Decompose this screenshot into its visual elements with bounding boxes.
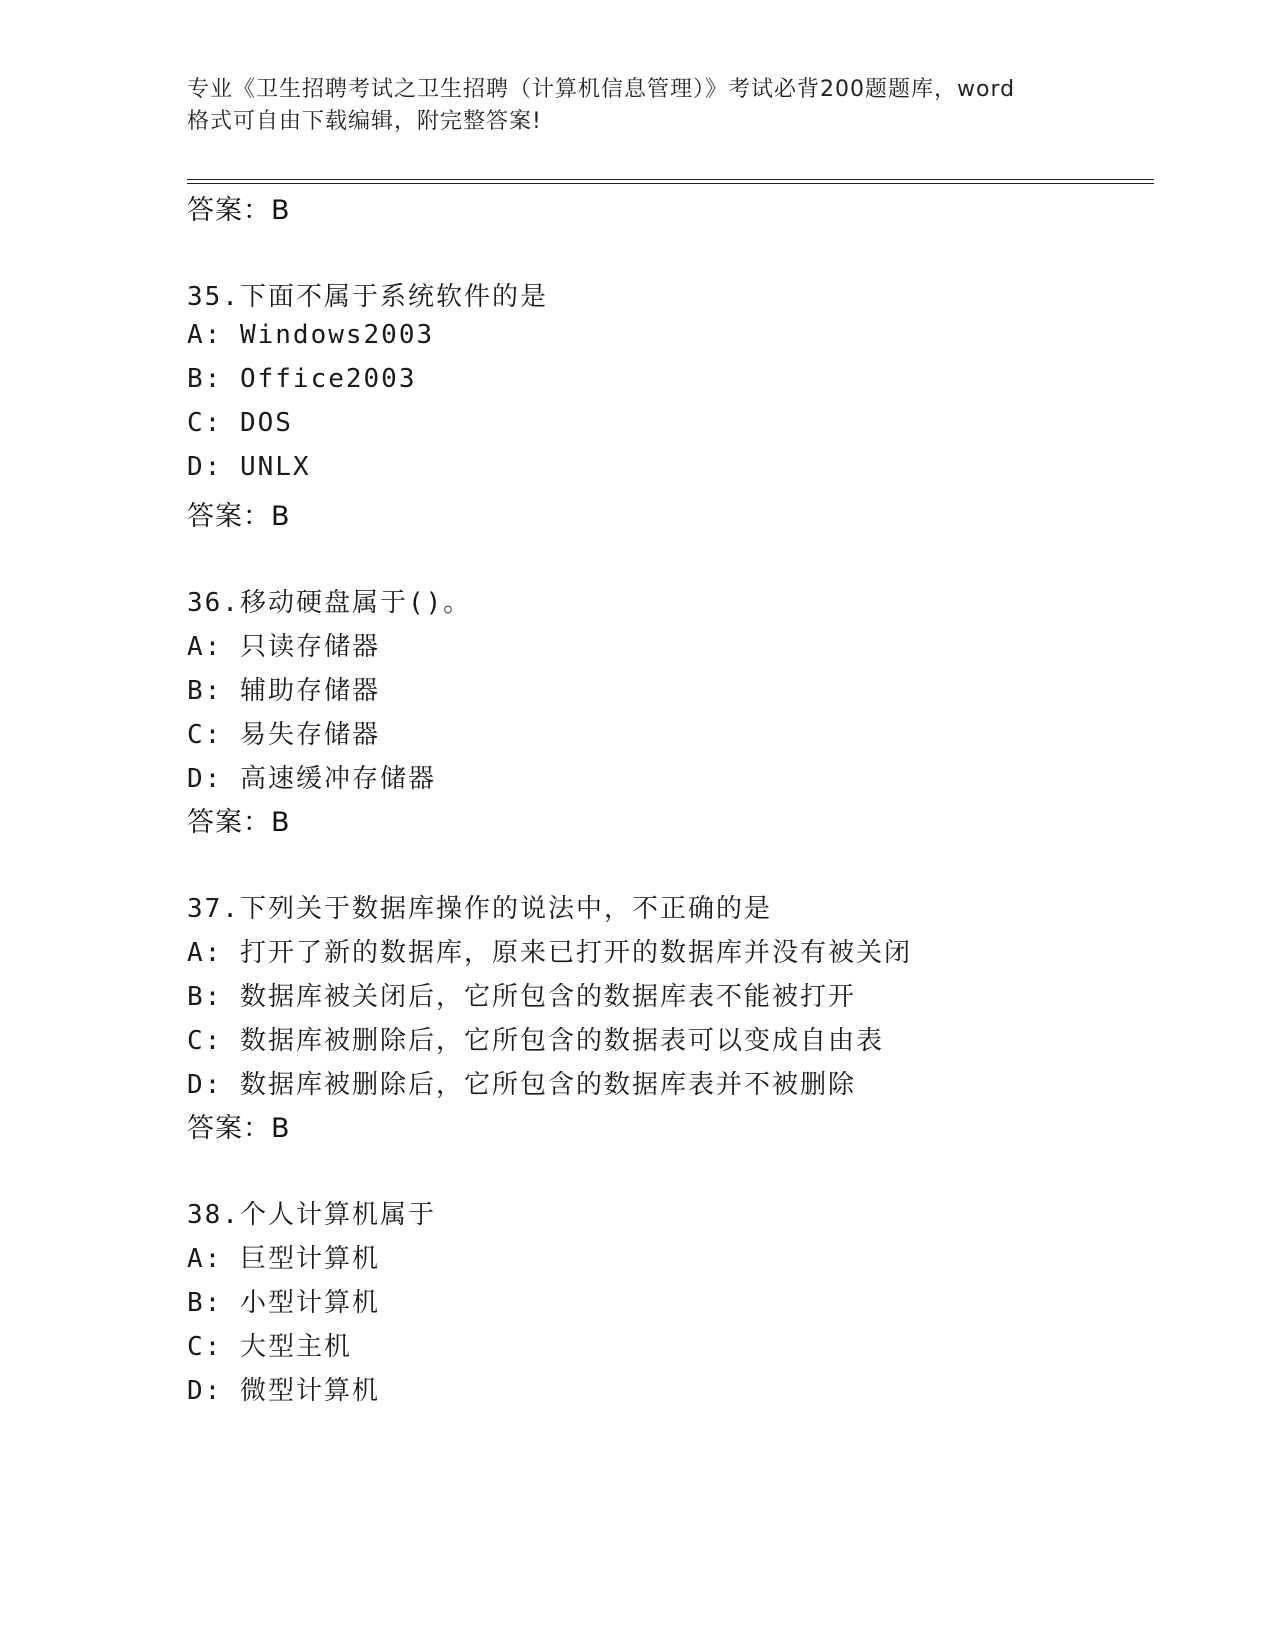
question-38-option-d: D: 微型计算机 (187, 1376, 380, 1406)
question-37-stem: 37.下列关于数据库操作的说法中，不正确的是 (187, 894, 772, 924)
question-36-option-a: A: 只读存储器 (187, 632, 380, 662)
question-36-stem: 36.移动硬盘属于()。 (187, 588, 472, 618)
header-divider-thick (187, 183, 1154, 184)
question-35-answer: 答案：B (187, 501, 291, 532)
question-35-option-b: B: Office2003 (187, 364, 417, 394)
question-37-option-d: D: 数据库被删除后，它所包含的数据库表并不被删除 (187, 1070, 856, 1100)
question-38-option-b: B: 小型计算机 (187, 1288, 380, 1318)
question-35-option-d: D: UNLX (187, 452, 311, 482)
document-header (187, 74, 1087, 138)
question-37-option-b: B: 数据库被关闭后，它所包含的数据库表不能被打开 (187, 982, 856, 1012)
question-37-option-c: C: 数据库被删除后，它所包含的数据表可以变成自由表 (187, 1026, 884, 1056)
question-35-option-a: A: Windows2003 (187, 320, 435, 350)
previous-answer: 答案：B (187, 195, 291, 226)
question-35-option-c: C: DOS (187, 408, 293, 438)
question-36-option-b: B: 辅助存储器 (187, 676, 380, 706)
question-36-answer: 答案：B (187, 807, 291, 838)
header-line-1: 专业《卫生招聘考试之卫生招聘（计算机信息管理）》考试必背200题题库，word (187, 77, 1016, 102)
question-38-option-c: C: 大型主机 (187, 1332, 352, 1362)
header-line-2: 格式可自由下载编辑，附完整答案! (187, 109, 542, 134)
header-divider-thin (187, 179, 1154, 180)
question-38-option-a: A: 巨型计算机 (187, 1244, 380, 1274)
question-35-stem: 35.下面不属于系统软件的是 (187, 282, 548, 312)
question-37-option-a: A: 打开了新的数据库，原来已打开的数据库并没有被关闭 (187, 938, 912, 968)
question-36-option-d: D: 高速缓冲存储器 (187, 764, 436, 794)
question-37-answer: 答案：B (187, 1113, 291, 1144)
question-36-option-c: C: 易失存储器 (187, 720, 380, 750)
question-38-stem: 38.个人计算机属于 (187, 1200, 436, 1230)
